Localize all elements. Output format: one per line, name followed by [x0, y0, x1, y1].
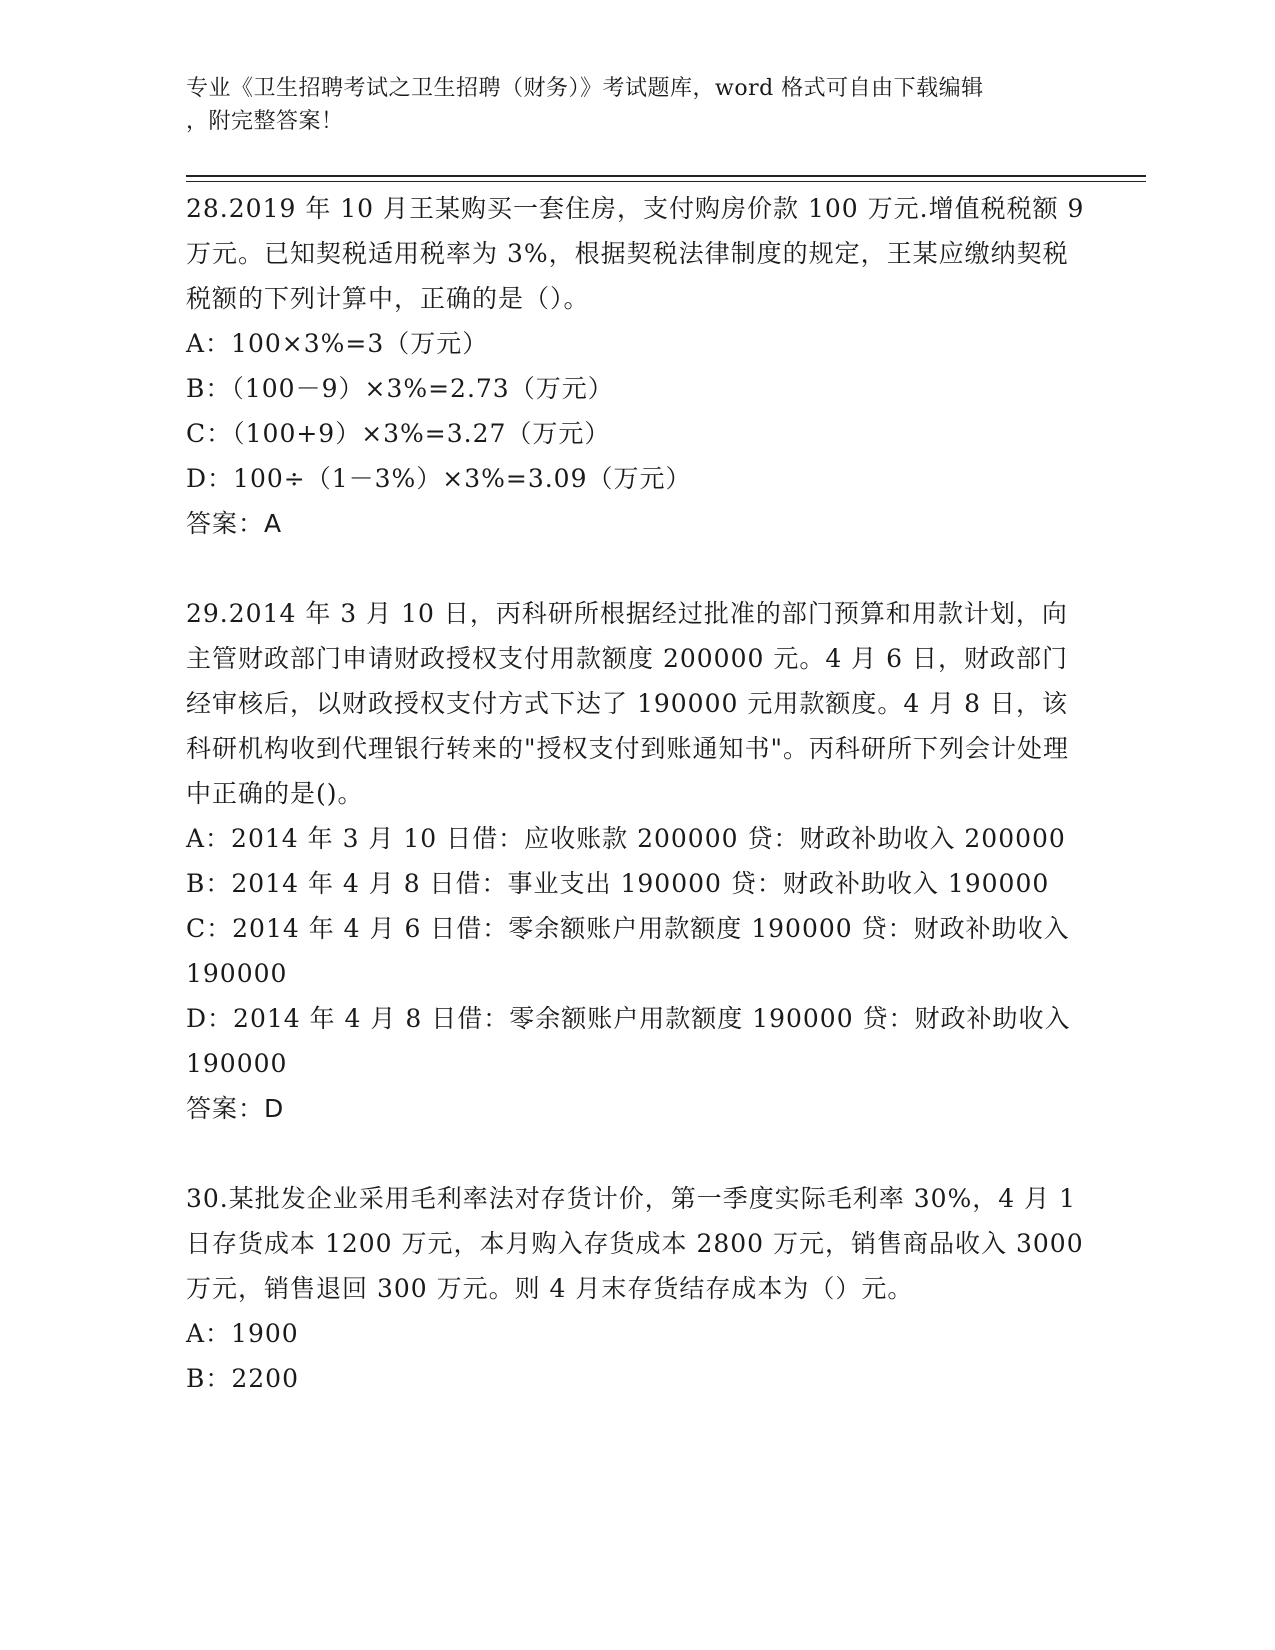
header-rule-thick	[186, 175, 1146, 177]
option-c: C：2014 年 4 月 6 日借：零余额账户用款额度 190000 贷：财政补助收入 190000	[186, 914, 1070, 988]
answer: 答案：A	[186, 509, 283, 538]
option-b: B：（100－9）×3%=2.73（万元）	[186, 374, 614, 403]
option-b: B：2014 年 4 月 8 日借：事业支出 190000 贷：财政补助收入 190000	[186, 869, 1050, 898]
answer: 答案：D	[186, 1094, 285, 1123]
question-28	[186, 186, 1086, 546]
option-c: C：（100+9）×3%=3.27（万元）	[186, 419, 611, 448]
header-line-1: 专业《卫生招聘考试之卫生招聘（财务）》考试题库，word 格式可自由下载编辑	[186, 76, 984, 101]
option-a: A：100×3%=3（万元）	[186, 329, 489, 358]
document-body	[186, 186, 1086, 1401]
question-30	[186, 1176, 1086, 1401]
header-rule-thin	[186, 181, 1146, 182]
option-b: B：2200	[186, 1364, 299, 1393]
option-a: A：1900	[186, 1319, 299, 1348]
header-line-2: ，附完整答案！	[186, 109, 344, 134]
question-text: 29.2014 年 3 月 10 日，丙科研所根据经过批准的部门预算和用款计划，向主管财政部门申请财政授权支付用款额度 200000 元。4 月 6 日，财政部门经审核后，以财政授权支付方式下达了 190000 元用款额度。4 月 8 日，该科研机构收到代理银行转来的"授权支付到账通知书"。丙科研所下列会计处理中正确的是()。	[186, 599, 1070, 808]
question-text: 28.2019 年 10 月王某购买一套住房，支付购房价款 100 万元.增值税税额 9 万元。已知契税适用税率为 3%，根据契税法律制度的规定，王某应缴纳契税税额的下列计算中，正确的是（）。	[186, 194, 1085, 313]
spacer	[186, 546, 1086, 591]
option-a: A：2014 年 3 月 10 日借：应收账款 200000 贷：财政补助收入 200000	[186, 824, 1066, 853]
document-header	[186, 72, 1066, 138]
option-d: D：2014 年 4 月 8 日借：零余额账户用款额度 190000 贷：财政补助收入 190000	[186, 1004, 1071, 1078]
question-text: 30.某批发企业采用毛利率法对存货计价，第一季度实际毛利率 30%，4 月 1 日存货成本 1200 万元，本月购入存货成本 2800 万元，销售商品收入 3000 万元，销售退回 300 万元。则 4 月末存货结存成本为（）元。	[186, 1184, 1084, 1303]
question-29	[186, 591, 1086, 1131]
option-d: D：100÷（1－3%）×3%=3.09（万元）	[186, 464, 692, 493]
spacer	[186, 1131, 1086, 1176]
